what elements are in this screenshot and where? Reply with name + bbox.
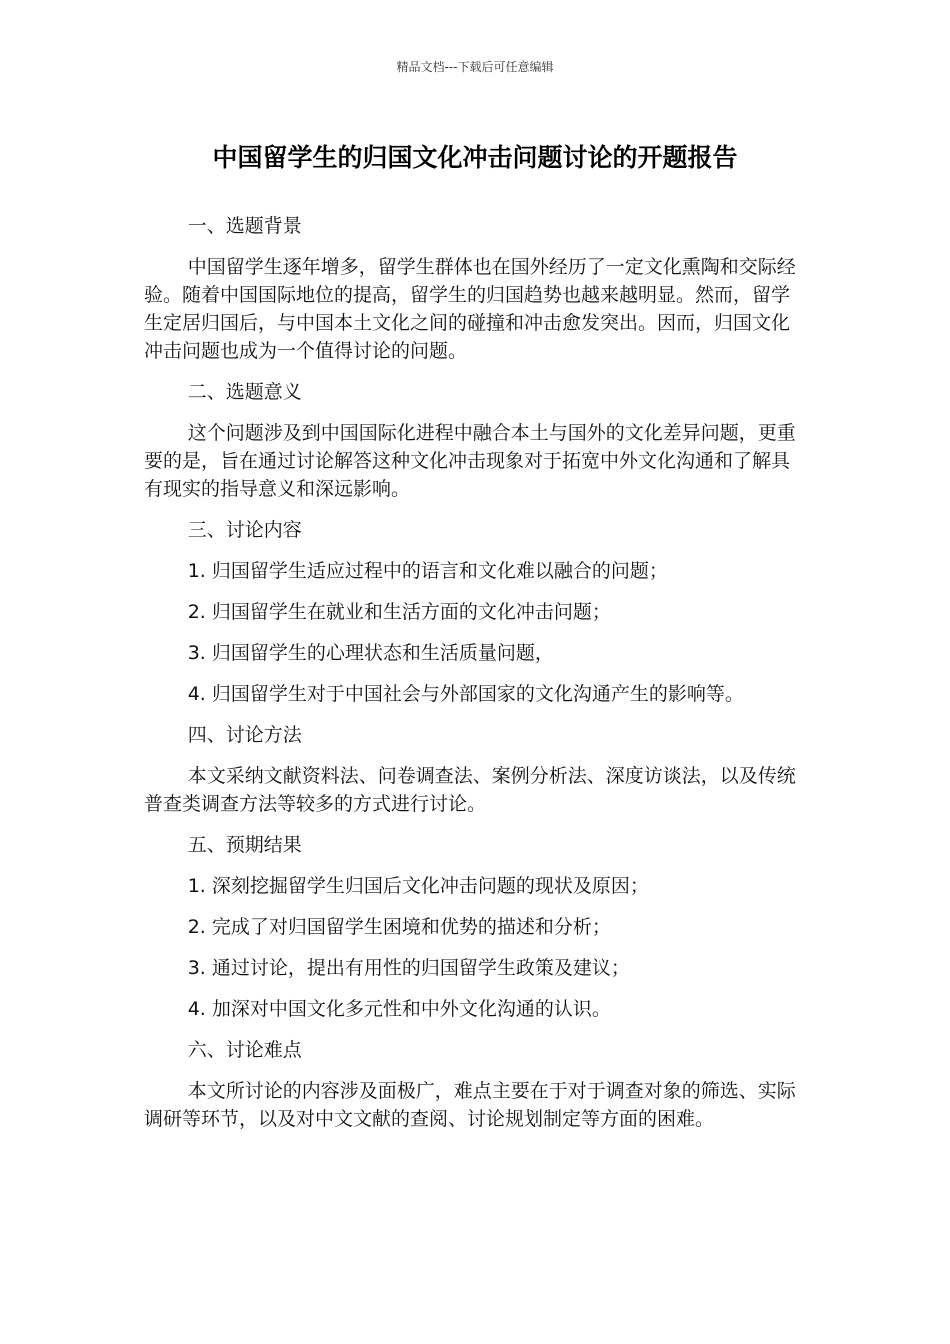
section-heading-methods: 四、讨论方法 — [187, 724, 302, 746]
section-heading-background: 一、选题背景 — [187, 215, 302, 237]
section-heading-difficulties: 六、讨论难点 — [187, 1039, 302, 1061]
list-item: 1. 深刻挖掘留学生归国后文化冲击问题的现状及原因； — [187, 875, 649, 897]
list-item: 2. 归国留学生在就业和生活方面的文化冲击问题； — [187, 601, 611, 623]
list-item: 3. 归国留学生的心理状态和生活质量问题， — [187, 642, 554, 664]
list-item: 3. 通过讨论，提出有用性的归国留学生政策及建议； — [187, 957, 630, 979]
paragraph-background: 中国留学生逐年增多，留学生群体也在国外经历了一定文化熏陶和交际经验。随着中国国际地位的提高，留学生的归国趋势也越来越明显。然而，留学生定居归国后，与中国本土文化之间的碰撞和冲击愈发突出。因而，归国文化冲击问题也成为一个值得讨论的问题。 — [144, 256, 796, 362]
section-heading-significance: 二、选题意义 — [187, 381, 302, 403]
section-heading-expected-results: 五、预期结果 — [187, 834, 302, 856]
document-body — [144, 212, 808, 1146]
paragraph-significance: 这个问题涉及到中国国际化进程中融合本土与国外的文化差异问题，更重要的是，旨在通过讨论解答这种文化冲击现象对于拓宽中外文化沟通和了解具有现实的指导意义和深远影响。 — [144, 422, 796, 500]
page-header-note: 精品文档---下载后可任意编辑 — [396, 60, 554, 74]
paragraph-difficulties: 本文所讨论的内容涉及面极广，难点主要在于对于调查对象的筛选、实际调研等环节，以及对中文文献的查阅、讨论规划制定等方面的困难。 — [144, 1080, 796, 1130]
paragraph-methods: 本文采纳文献资料法、问卷调查法、案例分析法、深度访谈法，以及传统普查类调查方法等较多的方式进行讨论。 — [144, 765, 796, 815]
list-item: 4. 加深对中国文化多元性和中外文化沟通的认识。 — [187, 998, 611, 1020]
section-heading-content: 三、讨论内容 — [187, 519, 302, 541]
list-item: 4. 归国留学生对于中国社会与外部国家的文化沟通产生的影响等。 — [187, 683, 744, 705]
list-item: 1. 归国留学生适应过程中的语言和文化难以融合的问题； — [187, 560, 668, 582]
list-item: 2. 完成了对归国留学生困境和优势的描述和分析； — [187, 916, 611, 938]
document-title: 中国留学生的归国文化冲击问题讨论的开题报告 — [212, 143, 738, 172]
